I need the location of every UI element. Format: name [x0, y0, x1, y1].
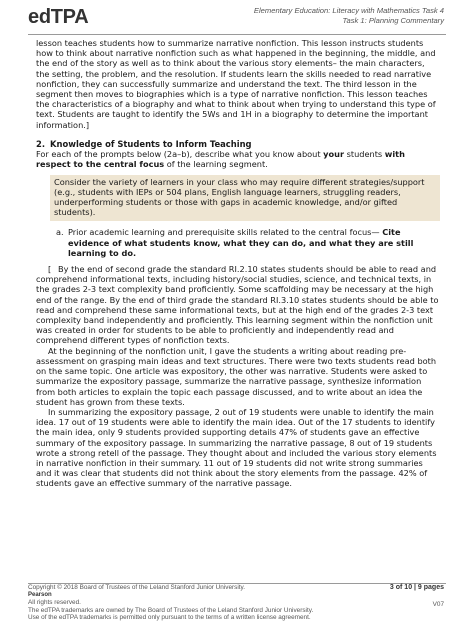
- answer-bracket: [: [48, 264, 52, 275]
- edtpa-logo: edTPA: [28, 6, 89, 28]
- footer-legal: [28, 584, 313, 622]
- header-title-line2: Task 1: Planning Commentary: [342, 15, 444, 25]
- prompt-text-3: of the learning segment.: [164, 159, 268, 170]
- footer-trademark-2: Use of the edTPA trademarks is permitted only pursuant to the terms of a written license agreement.: [28, 614, 311, 622]
- document-header: [254, 6, 444, 25]
- section-heading: [36, 139, 440, 149]
- answer-text-1: By the end of second grade the standard RI.2.10 states students should be able to read and comprehend informational texts, including history/social studies, science, and technical texts, in the grades 2-3 text complexity band proficiently. Some scaffolding may be necessary at the high end of the range. By the end of third grade the standard RI.3.10 states students should be able to read and comprehend these same informational texts, but at the high end of the grades 2-3 text complexity band independently and proficiently. This learning segment within the nonfiction unit was created in order for students to be able to proficiently and independently read and comprehend different types of nonfiction texts.: [36, 264, 439, 346]
- answer-block: [36, 264, 440, 488]
- footer-trademark-1: The edTPA trademarks are owned by The Board of Trustees of the Leland Stanford Junior University.: [28, 606, 314, 614]
- header-title-line1: Elementary Education: Literacy with Mathematics Task 4: [253, 6, 444, 15]
- footer-copyright: Copyright © 2018 Board of Trustees of the Leland Stanford Junior University.: [28, 584, 246, 591]
- question-a: [56, 227, 440, 258]
- question-body: [68, 227, 440, 258]
- prompt-text-1: For each of the prompts below (2a–b), describe what you know about: [36, 149, 324, 160]
- question-label: a.: [56, 227, 64, 238]
- answer-paragraph: In summarizing the expository passage, 2 out of 19 students were unable to identify the main idea. 17 out of 19 students were able to identify the main idea. Out of the 17 students to identify the main idea, only 9 students provided supporting details 47% of students gave an effective summary of the expository passage. In summarizing the narrative passage, 8 out of 19 students wrote a strong retell of the passage. They thought about and included the various story elements in narrative nonfiction in their summary. 11 out of 19 students did not write strong summaries and it was clear that students did not think about the story elements from the passage. 42% of students gave an effective summary of the narrative passage.: [36, 406, 437, 489]
- prompt-bold-2: with respect to the central focus: [36, 149, 405, 170]
- section-title: Knowledge of Students to Inform Teaching: [50, 138, 252, 149]
- version-label: V07: [432, 601, 444, 608]
- prompt-bold-1: your: [323, 149, 344, 160]
- question-text: Prior academic learning and prerequisite skills related to the central focus—: [68, 227, 380, 238]
- learner-variety-callout: Consider the variety of learners in your class who may require different strategies/support (e.g., students with IEPs or 504 plans, English language learners, struggling readers, underperforming students or those with gaps in academic knowledge, and/or gifted students).: [50, 175, 440, 222]
- footer-rights: All rights reserved.: [28, 599, 81, 607]
- page-number: 3 of 10 | 9 pages: [389, 584, 444, 591]
- intro-paragraph: lesson teaches students how to summarize narrative nonfiction. This lesson instructs students how to think about narrative nonfiction such as what happened in the beginning, the middle, and the end of the story as well as to think about the various story elements– the main characters, the setting, the problem, and the resolution. If students learn the skills needed to read narrative nonfiction, they can successfully summarize and understand the text. The third lesson in the segment then moves to biographies which is a type of narrative nonfiction. This lesson teaches the characteristics of a biography and what to think about when trying to understand this type of text. Students are taught to identify the 5Ws and 1H in a biography to determine the important information.]: [36, 38, 436, 130]
- answer-paragraph: [36, 264, 440, 346]
- section-prompt: [36, 149, 440, 169]
- page-content: [36, 38, 440, 489]
- prompt-text-2: students: [344, 149, 385, 160]
- question-emphasis: Cite evidence of what students know, what they can do, and what they are still learning to do.: [68, 227, 414, 258]
- pearson-logo: Pearson: [28, 591, 52, 598]
- header-divider: [28, 34, 446, 35]
- section-number: 2.: [36, 138, 46, 149]
- answer-paragraph: At the beginning of the nonfiction unit, I gave the students a writing about reading pre-assessment on grasping main ideas and text structures. There were two texts students read both on the same topic. One article was expository, the other was narrative. Students were asked to summarize the expository passage, summarize the narrative passage, synthesize information from both articles to explain the topic each passage discussed, and to write about an idea the student has grown from these texts.: [36, 345, 437, 407]
